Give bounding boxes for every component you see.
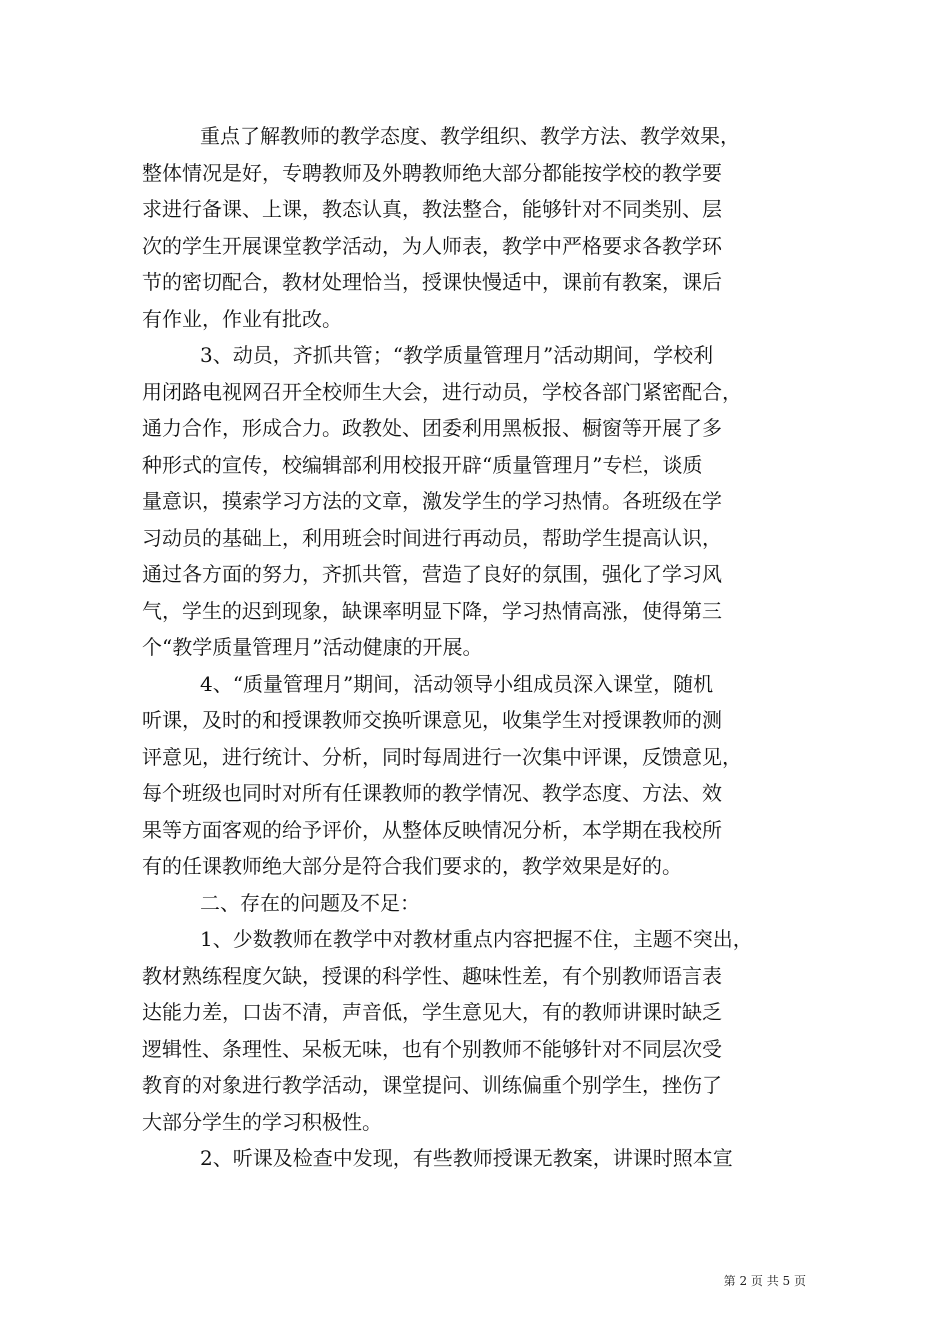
text-line: 习动员的基础上，利用班会时间进行再动员，帮助学生提高认识， — [142, 525, 722, 550]
text-line: 4、“质量管理月”期间，活动领导小组成员深入课堂，随机 — [200, 671, 714, 696]
text-line: 量意识，摸索学习方法的文章，激发学生的学习热情。各班级在学 — [142, 489, 722, 513]
page-indicator: 第 2 页 共 5 页 — [723, 1274, 806, 1288]
text-line: 大部分学生的学习积极性。 — [142, 1109, 382, 1134]
text-line: 每个班级也同时对所有任课教师的教学情况、教学态度、方法、效 — [142, 781, 722, 805]
text-line: 个“教学质量管理月”活动健康的开展。 — [142, 635, 483, 659]
text-line: 有的任课教师绝大部分是符合我们要求的，教学效果是好的。 — [142, 854, 682, 878]
text-line: 通力合作，形成合力。政教处、团委利用黑板报、橱窗等开展了多 — [142, 416, 722, 440]
text-line: 二、存在的问题及不足： — [200, 890, 420, 915]
text-line: 重点了解教师的教学态度、教学组织、教学方法、教学效果， — [200, 124, 740, 148]
text-line: 听课，及时的和授课教师交换听课意见，收集学生对授课教师的测 — [142, 708, 722, 732]
text-line: 1、少数教师在教学中对教材重点内容把握不住，主题不突出， — [200, 927, 753, 951]
text-line: 通过各方面的努力，齐抓共管，营造了良好的氛围，强化了学习风 — [142, 562, 722, 586]
text-line: 种形式的宣传，校编辑部利用校报开辟“质量管理月”专栏，谈质 — [142, 452, 703, 477]
text-line: 次的学生开展课堂教学活动，为人师表，教学中严格要求各教学环 — [142, 233, 722, 258]
text-line: 果等方面客观的给予评价，从整体反映情况分析，本学期在我校所 — [142, 817, 722, 842]
text-line: 有作业，作业有批改。 — [142, 306, 342, 331]
document-body — [142, 118, 814, 1177]
text-line: 求进行备课、上课，教态认真，教法整合，能够针对不同类别、层 — [142, 197, 722, 221]
text-line: 用闭路电视网召开全校师生大会，进行动员，学校各部门紧密配合， — [142, 379, 742, 404]
text-line: 整体情况是好，专聘教师及外聘教师绝大部分都能按学校的教学要 — [142, 160, 722, 185]
text-line: 教育的对象进行教学活动，课堂提问、训练偏重个别学生，挫伤了 — [142, 1073, 722, 1097]
text-line: 3、动员，齐抓共管；“教学质量管理月”活动期间，学校利 — [200, 343, 714, 367]
text-line: 逻辑性、条理性、呆板无味，也有个别教师不能够针对不同层次受 — [142, 1036, 722, 1061]
text-line: 评意见，进行统计、分析，同时每周进行一次集中评课，反馈意见， — [142, 744, 742, 769]
text-line: 达能力差，口齿不清，声音低，学生意见大，有的教师讲课时缺乏 — [142, 1000, 722, 1024]
text-line: 教材熟练程度欠缺，授课的科学性、趣味性差，有个别教师语言表 — [142, 963, 722, 988]
text-line: 2、听课及检查中发现，有些教师授课无教案，讲课时照本宣 — [200, 1146, 733, 1170]
text-line: 气，学生的迟到现象，缺课率明显下降，学习热情高涨，使得第三 — [142, 598, 722, 623]
text-line: 节的密切配合，教材处理恰当，授课快慢适中，课前有教案，课后 — [142, 270, 722, 294]
